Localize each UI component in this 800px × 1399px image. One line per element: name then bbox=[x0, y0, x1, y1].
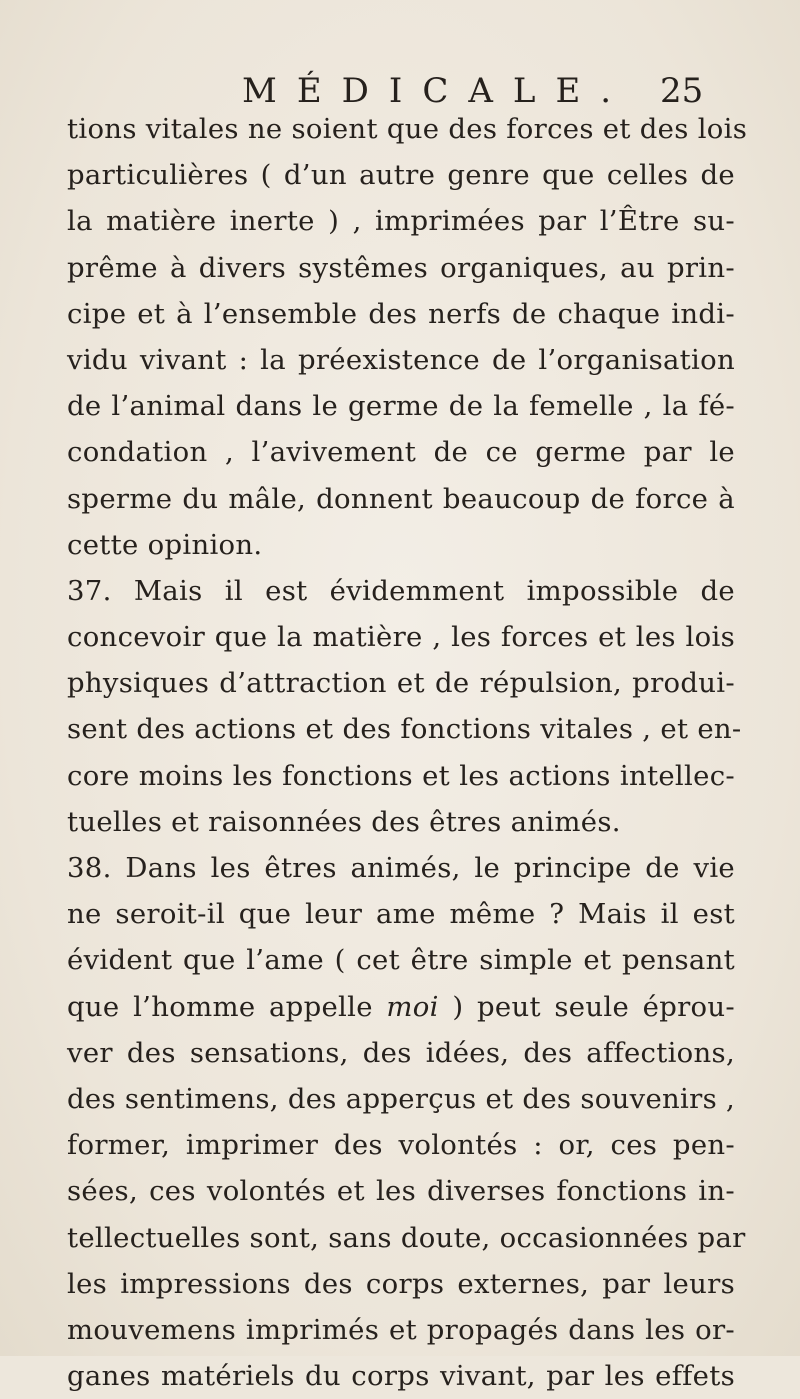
text-line: tellectuelles sont, sans doute, occasionnées par bbox=[67, 1221, 746, 1254]
text-line: sées, ces volontés et les diverses fonctions in- bbox=[67, 1175, 735, 1208]
text-line: particulières ( d’un autre genre que celles de bbox=[67, 159, 735, 192]
text-line: ganes matériels du corps vivant, par les effets bbox=[67, 1360, 735, 1393]
text-line: évident que l’ame ( cet être simple et pensant bbox=[67, 944, 735, 977]
text-line: prême à divers systêmes organiques, au prin- bbox=[67, 251, 735, 284]
text-line: condation , l’avivement de ce germe par le bbox=[67, 436, 735, 469]
text-segment: ) peut seule éprou- bbox=[452, 990, 736, 1023]
text-line: sperme du mâle, donnent beaucoup de force à bbox=[67, 482, 735, 515]
text-line: physiques d’attraction et de répulsion, produi- bbox=[67, 667, 735, 700]
text-line: ne seroit-il que leur ame même ? Mais il est bbox=[67, 898, 735, 931]
text-line: mouvemens imprimés et propagés dans les or- bbox=[67, 1313, 735, 1346]
paragraph-38-start: 38. Dans les êtres animés, le principe de vie bbox=[67, 852, 735, 884]
text-line: concevoir que la matière , les forces et les lois bbox=[67, 621, 735, 654]
text-line: core moins les fonctions et les actions intellec- bbox=[67, 759, 735, 792]
text-segment: que l’homme appelle bbox=[67, 990, 373, 1023]
text-line: sent des actions et des fonctions vitales , et en- bbox=[67, 713, 742, 746]
text-line: de l’animal dans le germe de la femelle , la fé- bbox=[67, 390, 735, 423]
text-line: la matière inerte ) , imprimées par l’Être su- bbox=[67, 205, 735, 238]
text-line: des sentimens, des apperçus et des souvenirs , bbox=[67, 1082, 736, 1115]
italic-word: moi bbox=[386, 990, 439, 1023]
paragraph-end-line: tuelles et raisonnées des êtres animés. bbox=[67, 805, 621, 838]
body-text bbox=[67, 106, 748, 1399]
text-line: les impressions des corps externes, par leurs bbox=[67, 1267, 735, 1300]
text-line: tions vitales ne soient que des forces et des lois bbox=[67, 113, 748, 145]
text-line: cipe et à l’ensemble des nerfs de chaque indi- bbox=[67, 297, 735, 330]
paragraph-37-start: 37. Mais il est évidemment impossible de bbox=[67, 574, 735, 607]
page-number: 25 bbox=[660, 71, 704, 111]
paragraph-end-line: cette opinion. bbox=[67, 528, 263, 561]
text-line-with-italic bbox=[67, 984, 735, 1030]
running-title: MÉDICALE. bbox=[242, 71, 632, 111]
text-line: former, imprimer des volontés : or, ces pen- bbox=[67, 1129, 735, 1162]
text-line: ver des sensations, des idées, des affections, bbox=[67, 1036, 735, 1069]
text-line: vidu vivant : la préexistence de l’organisation bbox=[67, 343, 735, 376]
